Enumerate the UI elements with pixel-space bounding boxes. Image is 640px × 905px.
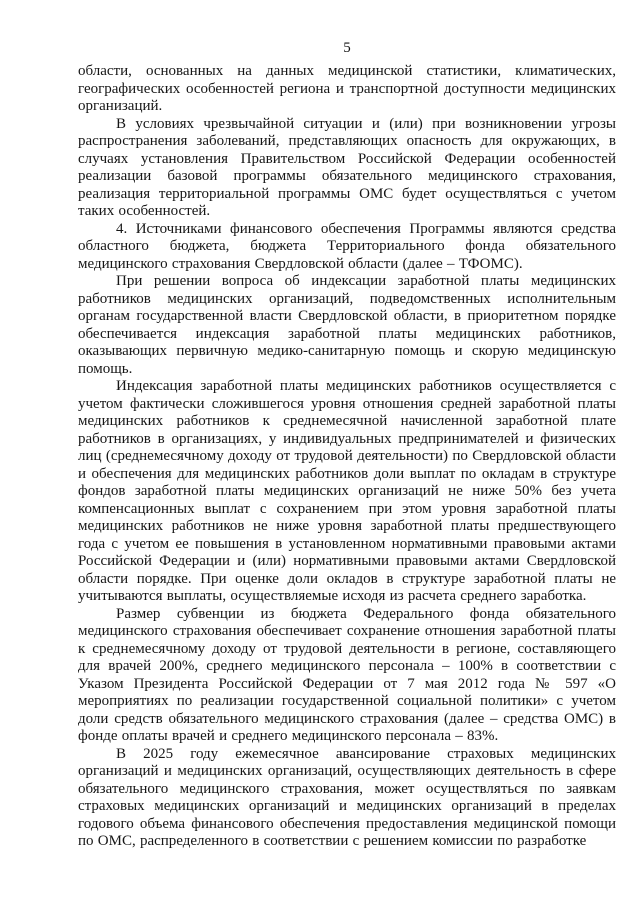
paragraph-salary-indexation-priority: При решении вопроса об индексации заработной платы медицинских работников медицинских организаций, подведомственных исполнительным органам государственной власти Свердловской области, в приоритетном порядке обеспечивается индексация заработной платы медицинских работников, оказывающих первичную медико-санитарную помощь и скорую медицинскую помощь. [78,273,616,377]
document-body [78,63,616,851]
paragraph-salary-indexation-rules: Индексация заработной платы медицинских работников осуществляется с учетом фактически сложившегося уровня отношения средней заработной платы медицинских работников к среднемесячной начисленной заработной плате работников в организациях, у индивидуальных предпринимателей и физических лиц (среднемесячному доходу от трудовой деятельности) по Свердловской области и обеспечения для медицинских работников доли выплат по окладам в структуре фондов заработной платы медицинских организаций не ниже 50% без учета компенсационных выплат с сохранением при этом уровня заработной платы медицинских работников не ниже уровня заработной платы предшествующего года с учетом ее повышения в установленном нормативными правовыми актами Российской Федерации и (или) нормативными правовыми актами Свердловской области порядке. При оценке доли окладов в структуре заработной платы не учитываются выплаты, осуществляемые исходя из расчета среднего заработка. [78,378,616,604]
page-number: 5 [343,40,351,56]
paragraph-advance-payments-2025: В 2025 году ежемесячное авансирование страховых медицинских организаций и медицинских организаций, осуществляющих деятельность в сфере обязательного медицинского страхования, может осуществляться по заявкам страховых медицинских организаций и медицинских организаций в пределах годового объема финансового обеспечения предоставления медицинской помощи по ОМС, распределенного в соответствии с решением комиссии по разработке [78,745,616,849]
paragraph-emergency-conditions: В условиях чрезвычайной ситуации и (или) при возникновении угрозы распространения заболеваний, представляющих опасность для окружающих, в случаях установления Правительством Российской Федерации особенностей реализации базовой программы обязательного медицинского страхования, реализация территориальной программы ОМС будет осуществляться с учетом таких особенностей. [78,115,616,219]
paragraph-funding-sources: 4. Источниками финансового обеспечения Программы являются средства областного бюджета, бюджета Территориального фонда обязательного медицинского страхования Свердловской области (далее – ТФОМС). [78,220,616,272]
paragraph-continuation: области, основанных на данных медицинской статистики, климатических, географических особенностей региона и транспортной доступности медицинских организаций. [78,63,616,114]
paragraph-subvention-size: Размер субвенции из бюджета Федерального фонда обязательного медицинского страхования обеспечивает сохранение отношения заработной платы к среднемесячному доходу от трудовой деятельности в регионе, составляющего для врачей 200%, среднего медицинского персонала – 100% в соответствии с Указом Президента Российской Федерации от 7 мая 2012 года № 597 «О мероприятиях по реализации государственной социальной политики» с учетом доли средств обязательного медицинского страхования (далее – средства ОМС) в фонде оплаты врачей и среднего медицинского персонала – 83%. [78,605,616,744]
